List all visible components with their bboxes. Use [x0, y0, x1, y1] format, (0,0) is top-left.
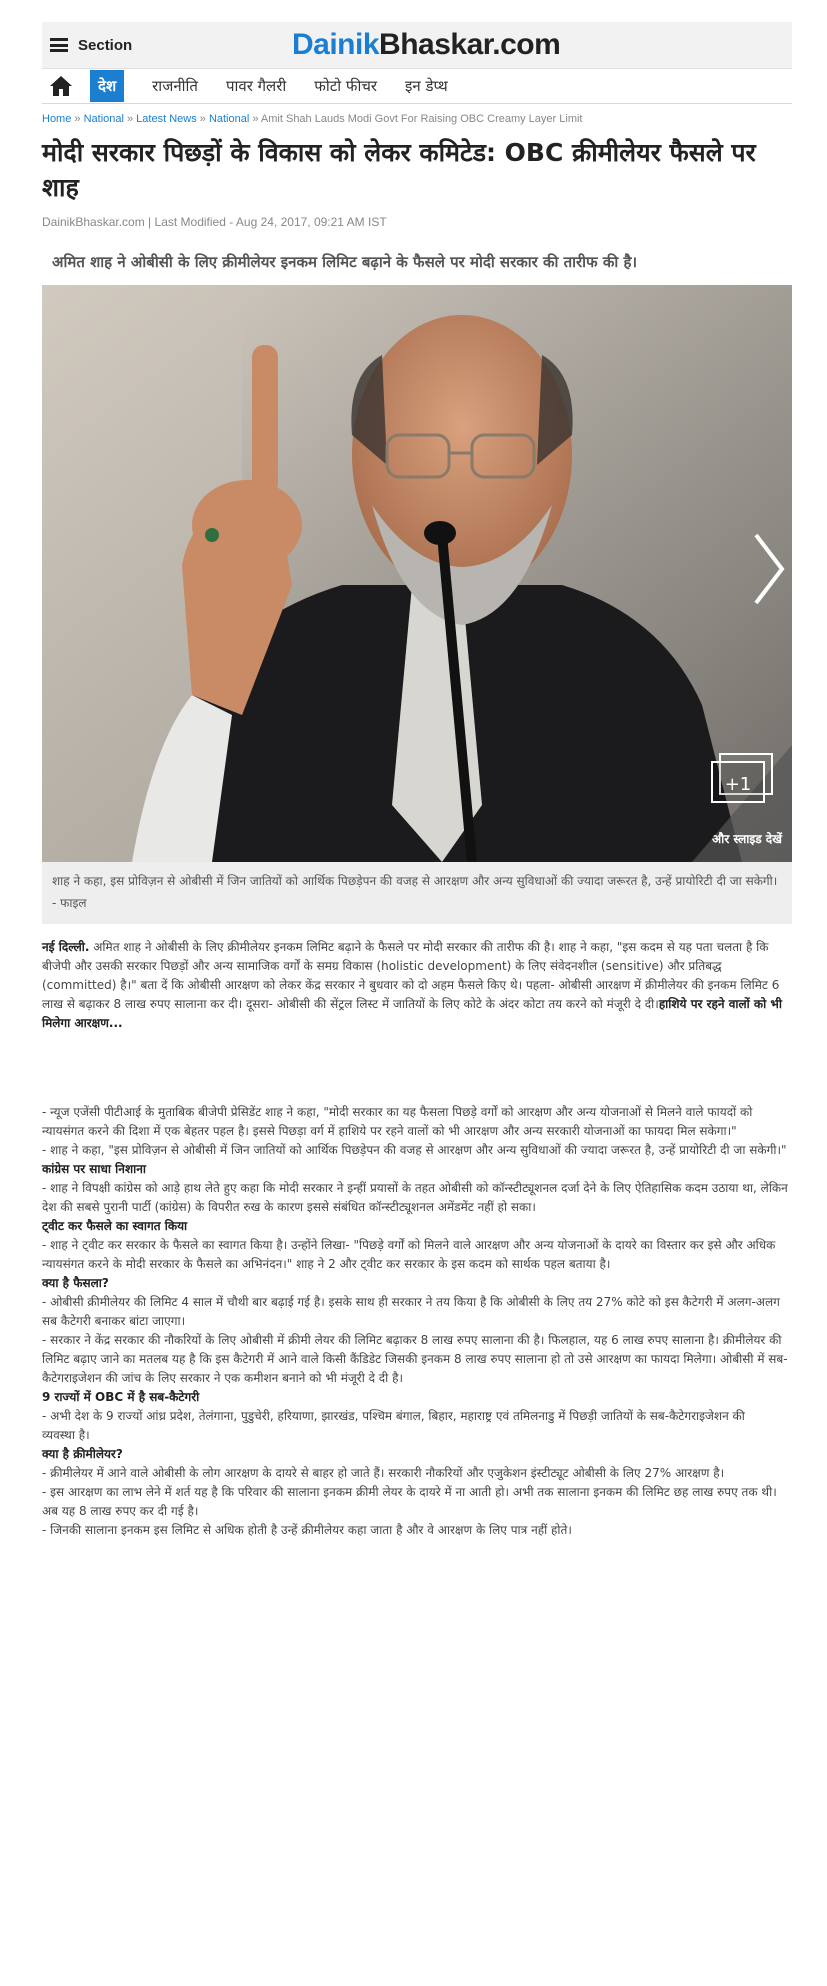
lead-paragraph [42, 938, 792, 1033]
paragraph: - शाह ने कहा, "इस प्रोविज़न से ओबीसी में जिन जातियों को आर्थिक पिछड़ेपन की वजह से आरक्षण और अन्य सुविधाओं की ज्यादा जरूरत है, उन्हें प्रायोरिटी दी जा सकेगी।" [42, 1143, 787, 1157]
paragraph: अब यह 8 लाख रुपए कर दी गई है। [42, 1504, 199, 1518]
article-title: मोदी सरकार पिछड़ों के विकास को लेकर कमिटेड: OBC क्रीमीलेयर फैसले पर शाह [42, 138, 756, 202]
paragraph: - शाह ने विपक्षी कांग्रेस को आड़े हाथ लेते हुए कहा कि मोदी सरकार ने इन्हीं प्रयासों के तहत ओबीसी को कॉन्स्टीट्यूशनल दर्जा देने के लिए ऐतिहासिक कदम उठाया था, लेकिन देश की सबसे पुरानी पार्टी (कांग्रेस) के विपरीत रुख के कारण इससे संबंधित कॉन्स्टीट्यूशनल अमेंडमेंट नहीं हो सका। [42, 1181, 788, 1214]
breadcrumb-sep: » [196, 113, 209, 125]
paragraph: - इस आरक्षण का लाभ लेने में शर्त यह है कि परिवार की सालाना इनकम क्रीमी लेयर के दायरे में ना आती हो। अभी तक सालाना इनकम की लिमिट छह लाख रुपए तक थी। [42, 1485, 777, 1499]
logo-bhaskar[interactable]: Bhaskar.com [379, 28, 561, 61]
tab-photo-feature[interactable]: फोटो फीचर [314, 77, 378, 95]
breadcrumb-sep: » [123, 113, 137, 125]
article-modified: Last Modified - Aug 24, 2017, 09:21 AM IST [154, 215, 387, 229]
breadcrumb [42, 113, 792, 125]
lead-text: अमित शाह ने ओबीसी के लिए क्रीमीलेयर इनकम लिमिट बढ़ाने के फैसले पर मोदी सरकार की तारीफ की है। शाह ने कहा, "इस कदम से यह पता चलता है कि बीजेपी और उसकी सरकार पिछड़ों और अन्य सामाजिक वर्गों के समग्र विकास (holistic development) के लिए संवेदनशील (sensitive) और प्रतिबद्ध (committed) है।" बता दें कि ओबीसी आरक्षण को लेकर केंद्र सरकार ने बुधवार को दो अहम फैसले किए थे। पहला- ओबीसी आरक्षण में क्रीमीलेयर की इनकम लिमिट 6 लाख से बढ़ाकर 8 लाख रुपए सालाना कर दी। दूसरा- ओबीसी की सेंट्रल लिस्ट में जातियों के लिए कोटे के अंदर कोटा तय करने को मंजूरी दे दी। [42, 940, 780, 1011]
page [42, 22, 792, 1540]
article-source: DainikBhaskar.com [42, 215, 145, 229]
logo-dainik[interactable]: Dainik [292, 28, 380, 61]
more-slides-button[interactable] [678, 748, 782, 858]
subheading: क्या है फैसला? [42, 1276, 109, 1290]
breadcrumb-national-2[interactable]: National [208, 113, 250, 125]
paragraph: - सरकार ने केंद्र सरकार की नौकरियों के लिए ओबीसी में क्रीमी लेयर की लिमिट बढ़ाकर 8 लाख रुपए सालाना की है। फिलहाल, यह 6 लाख रुपए सालाना है। क्रीमीलेयर की लिमिट बढ़ाए जाने का मतलब यह है कि इस कैटेगरी में आने वाले किसी कैंडिडेट जिसकी इनकम 8 लाख रुपए सालाना हो तो उसे आरक्षण का फायदा मिलेगा। ओबीसी में सब-कैटेगराइजेशन की जांच के लिए सरकार ने एक कमीशन बनाने को भी मंजूरी दे दी है। [42, 1333, 788, 1385]
paragraph: व्यवस्था है। [42, 1428, 90, 1442]
subheading: कांग्रेस पर साधा निशाना [42, 1162, 146, 1176]
breadcrumb-home[interactable]: Home [42, 113, 72, 125]
subheading: ट्वीट कर फैसले का स्वागत किया [42, 1219, 188, 1233]
paragraph: - न्यूज एजेंसी पीटीआई के मुताबिक बीजेपी प्रेसिडेंट शाह ने कहा, "मोदी सरकार का यह फैसला पिछड़े वर्गों को आरक्षण और अन्य योजनाओं से मिलने वाले फायदों को न्यायसंगत करने की दिशा में एक बेहतर पहल है। इससे पिछड़ा वर्ग में हाशिये पर रहने वालों को भी आरक्षण और अन्य सरकारी योजनाओं का फायदा मिल सकेगा।" [42, 1105, 753, 1138]
meta-sep: | [144, 215, 155, 229]
home-icon[interactable] [46, 71, 76, 101]
more-slides-label[interactable]: और स्लाइड देखें [712, 832, 782, 846]
subheading: क्या है क्रीमीलेयर? [42, 1447, 123, 1461]
chevron-right-icon[interactable] [752, 531, 786, 607]
site-logo[interactable] [292, 28, 560, 62]
paragraph: - अभी देश के 9 राज्यों आंध्र प्रदेश, तेलंगाना, पुडुचेरी, हरियाणा, झारखंड, पश्चिम बंगाल, बिहार, महाराष्ट्र एवं तमिलनाडु में पिछड़ी जातियों के सब-कैटेगराइजेशन की [42, 1409, 745, 1423]
article-summary: अमित शाह ने ओबीसी के लिए क्रीमीलेयर इनकम लिमिट बढ़ाने के फैसले पर मोदी सरकार की तारीफ की है। [52, 253, 638, 271]
tab-power-gallery[interactable]: पावर गैलरी [225, 77, 287, 95]
section-menu-button[interactable] [50, 34, 132, 56]
site-header [42, 22, 792, 69]
tab-in-depth[interactable]: इन डेप्थ [405, 77, 448, 95]
tab-rajniti[interactable]: राजनीति [152, 77, 198, 95]
photo-caption: शाह ने कहा, इस प्रोविज़न से ओबीसी में जिन जातियों को आर्थिक पिछड़ेपन की वजह से आरक्षण और अन्य सुविधाओं की ज्यादा जरूरत है, उन्हें प्रायोरिटी दी जा सकेगी। - फाइल [42, 862, 792, 924]
breadcrumb-national[interactable]: National [83, 113, 124, 125]
article-body [42, 938, 792, 1540]
breadcrumb-current: Amit Shah Lauds Modi Govt For Raising OBC Creamy Layer Limit [260, 113, 583, 125]
article-meta [42, 215, 792, 229]
paragraph: - शाह ने ट्वीट कर सरकार के फैसले का स्वागत किया है। उन्होंने लिखा- "पिछड़े वर्गों को मिलने वाले आरक्षण और अन्य योजनाओं के दायरे का विस्तार कर इसे और अधिक न्यायसंगत करने के मोदी सरकार के फैसले का अभिनंदन।" शाह ने 2 और ट्वीट कर सरकार के इस कदम को सार्थक पहल बताया है। [42, 1238, 776, 1271]
subheading: 9 राज्यों में OBC में है सब-कैटेगरी [42, 1390, 200, 1404]
slide-count-text[interactable]: +1 [724, 774, 752, 795]
tab-desh[interactable]: देश [90, 70, 124, 102]
spacer [42, 1033, 792, 1103]
paragraph: - क्रीमीलेयर में आने वाले ओबीसी के लोग आरक्षण के दायरे से बाहर हो जाते हैं। सरकारी नौकरियों और एजुकेशन इंस्टीट्यूट ओबीसी के लिए 27% आरक्षण है। [42, 1466, 725, 1480]
article-photo[interactable] [42, 285, 792, 862]
main-nav [42, 69, 792, 104]
lead-dateline: नई दिल्ली. [42, 940, 90, 954]
breadcrumb-sep: » [249, 113, 261, 125]
gallery-stack-icon[interactable] [678, 748, 782, 834]
paragraph: - जिनकी सालाना इनकम इस लिमिट से अधिक होती है उन्हें क्रीमीलेयर कहा जाता है और वे आरक्षण के लिए पात्र नहीं होते। [42, 1523, 572, 1537]
section-label[interactable]: Section [78, 36, 133, 54]
lead-more-link[interactable]: हाशिये पर रहने वालों को भी मिलेगा आरक्षण... [42, 997, 782, 1030]
paragraph: - ओबीसी क्रीमीलेयर की लिमिट 4 साल में चौथी बार बढ़ाई गई है। इसके साथ ही सरकार ने तय किया है कि ओबीसी के लिए तय 27% कोटे को इस कैटेगरी में अलग-अलग सब कैटेगरी बनाकर बांटा जाएगा। [42, 1295, 780, 1328]
breadcrumb-sep: » [71, 113, 84, 125]
breadcrumb-latest-news[interactable]: Latest News [136, 113, 197, 125]
hamburger-icon[interactable] [50, 38, 68, 52]
